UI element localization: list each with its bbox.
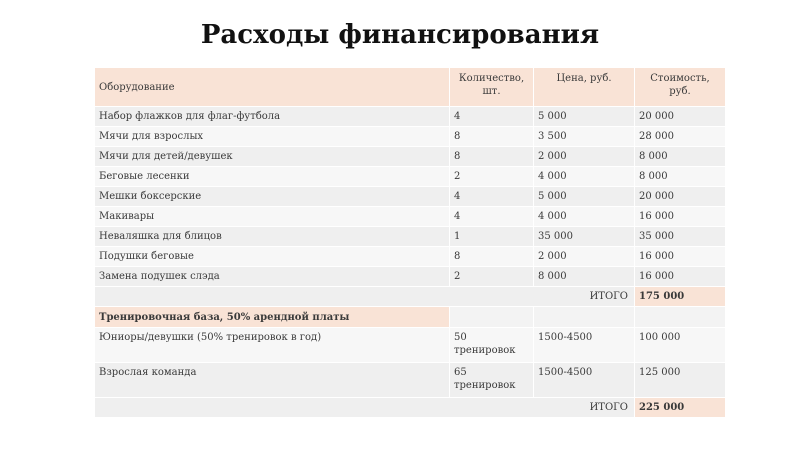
total-label: ИТОГО <box>95 287 635 307</box>
item-cost: 16 000 <box>635 267 726 287</box>
table-header-row <box>95 68 726 107</box>
total-value: 225 000 <box>635 398 726 418</box>
item-cost: 125 000 <box>635 363 726 398</box>
table-row <box>95 247 726 267</box>
item-price: 1500-4500 <box>534 363 635 398</box>
item-price: 8 000 <box>534 267 635 287</box>
table-row <box>95 267 726 287</box>
item-cost: 20 000 <box>635 187 726 207</box>
item-qty: 8 <box>450 247 534 267</box>
item-qty: 8 <box>450 127 534 147</box>
item-qty: 4 <box>450 187 534 207</box>
item-cost: 20 000 <box>635 107 726 127</box>
total-label: ИТОГО <box>95 398 635 418</box>
item-name: Мешки боксерские <box>95 187 450 207</box>
table-row <box>95 107 726 127</box>
item-name: Макивары <box>95 207 450 227</box>
table-row <box>95 187 726 207</box>
item-qty: 8 <box>450 147 534 167</box>
item-cost: 16 000 <box>635 207 726 227</box>
table-row <box>95 227 726 247</box>
item-price: 5 000 <box>534 187 635 207</box>
item-cost: 35 000 <box>635 227 726 247</box>
item-cost: 16 000 <box>635 247 726 267</box>
item-name: Замена подушек слэда <box>95 267 450 287</box>
table-row <box>95 363 726 398</box>
header-cost: Стоимость, руб. <box>635 68 726 107</box>
item-cost: 8 000 <box>635 167 726 187</box>
total-value: 175 000 <box>635 287 726 307</box>
item-price: 35 000 <box>534 227 635 247</box>
item-cost: 100 000 <box>635 328 726 363</box>
funding-table <box>94 67 726 418</box>
table-row <box>95 167 726 187</box>
item-price: 4 000 <box>534 167 635 187</box>
section-header: Тренировочная база, 50% арендной платы <box>95 307 450 328</box>
equipment-total-row <box>95 287 726 307</box>
item-name: Юниоры/девушки (50% тренировок в год) <box>95 328 450 363</box>
item-price: 1500-4500 <box>534 328 635 363</box>
item-price: 2 000 <box>534 247 635 267</box>
item-qty: 2 <box>450 267 534 287</box>
table-row <box>95 127 726 147</box>
header-equipment: Оборудование <box>95 68 450 107</box>
item-price: 2 000 <box>534 147 635 167</box>
item-name: Взрослая команда <box>95 363 450 398</box>
item-qty: 1 <box>450 227 534 247</box>
item-cost: 8 000 <box>635 147 726 167</box>
item-price: 5 000 <box>534 107 635 127</box>
item-price: 4 000 <box>534 207 635 227</box>
item-qty: 50 тренировок <box>450 328 534 363</box>
item-cost: 28 000 <box>635 127 726 147</box>
item-qty: 2 <box>450 167 534 187</box>
item-name: Набор флажков для флаг-футбола <box>95 107 450 127</box>
item-qty: 65 тренировок <box>450 363 534 398</box>
item-price: 3 500 <box>534 127 635 147</box>
page-title: Расходы финансирования <box>200 20 600 50</box>
item-name: Мячи для взрослых <box>95 127 450 147</box>
header-price: Цена, руб. <box>534 68 635 107</box>
item-qty: 4 <box>450 107 534 127</box>
item-name: Подушки беговые <box>95 247 450 267</box>
item-name: Неваляшка для блицов <box>95 227 450 247</box>
base-total-row <box>95 398 726 418</box>
item-name: Беговые лесенки <box>95 167 450 187</box>
item-name: Мячи для детей/девушек <box>95 147 450 167</box>
table-row <box>95 328 726 363</box>
table-row <box>95 147 726 167</box>
item-qty: 4 <box>450 207 534 227</box>
table-row <box>95 207 726 227</box>
header-quantity: Количество, шт. <box>450 68 534 107</box>
section-header-row <box>95 307 726 328</box>
